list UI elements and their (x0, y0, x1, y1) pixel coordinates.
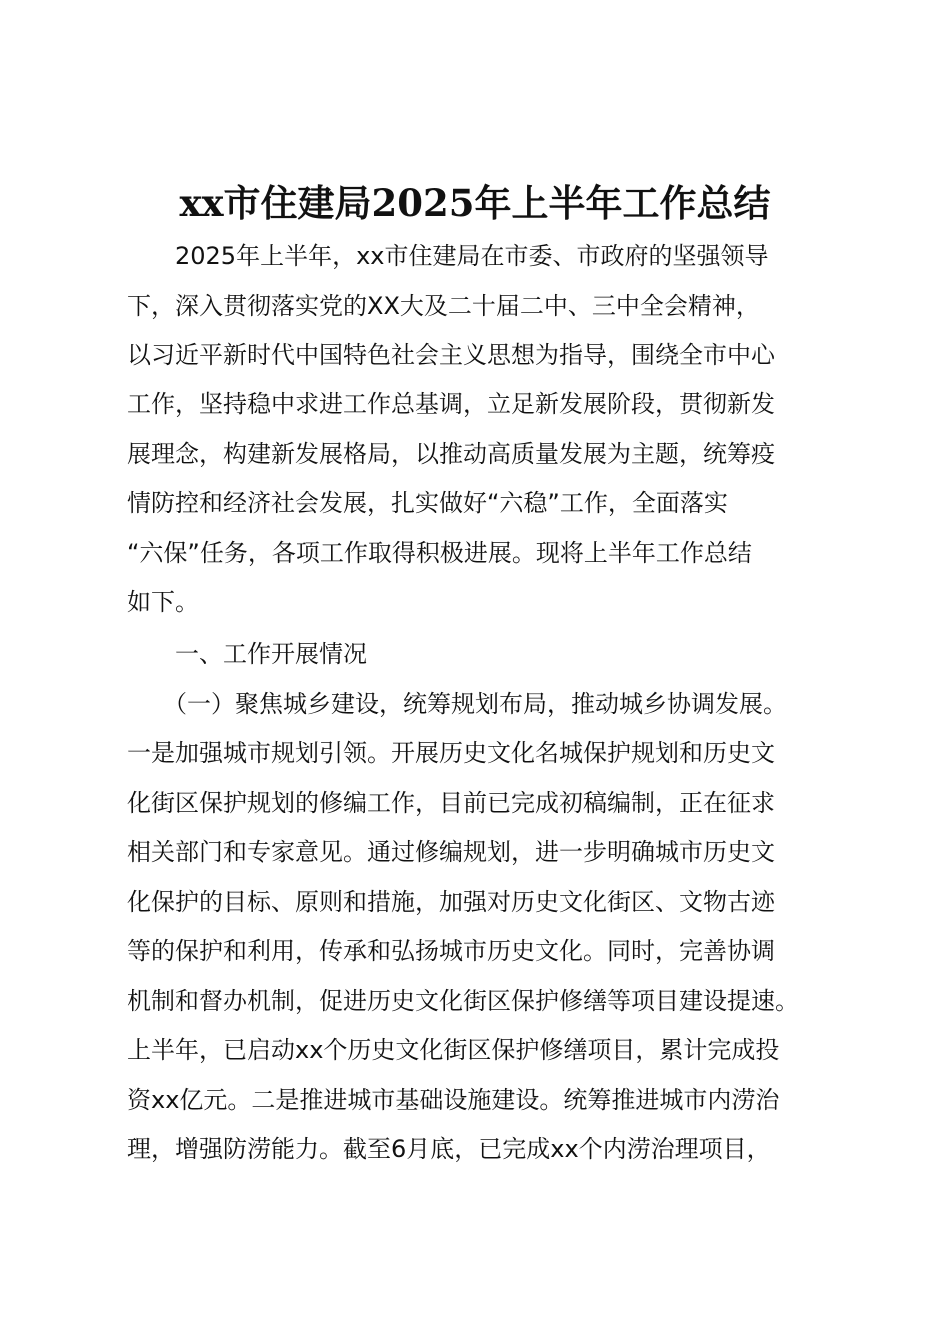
section-heading: 一、工作开展情况 (127, 640, 367, 668)
paragraph-line: “六保”任务，各项工作取得积极进展。现将上半年工作总结 (127, 539, 752, 567)
paragraph-line: 等的保护和利用，传承和弘扬城市历史文化。同时，完善协调 (127, 937, 775, 965)
paragraph-line: 化街区保护规划的修编工作，目前已完成初稿编制，正在征求 (127, 789, 775, 817)
document-title: xx市住建局2025年上半年工作总结 (179, 181, 771, 225)
paragraph-line: 展理念，构建新发展格局，以推动高质量发展为主题，统筹疫 (127, 440, 775, 468)
paragraph-line: 工作，坚持稳中求进工作总基调，立足新发展阶段，贯彻新发 (127, 390, 775, 418)
paragraph-line: 相关部门和专家意见。通过修编规划，进一步明确城市历史文 (127, 838, 775, 866)
paragraph-line: 一是加强城市规划引领。开展历史文化名城保护规划和历史文 (127, 739, 775, 767)
paragraph-line: 机制和督办机制，促进历史文化街区保护修缮等项目建设提速。 (127, 987, 799, 1015)
paragraph-line: 2025年上半年，xx市住建局在市委、市政府的坚强领导 (127, 242, 769, 270)
paragraph-line: 化保护的目标、原则和措施，加强对历史文化街区、文物古迹 (127, 888, 775, 916)
paragraph-line: 下，深入贯彻落实党的XX大及二十届二中、三中全会精神， (127, 292, 760, 320)
subsection-heading: （一）聚焦城乡建设，统筹规划布局，推动城乡协调发展。 (127, 690, 787, 718)
paragraph-line: 如下。 (127, 588, 199, 616)
paragraph-line: 理，增强防涝能力。截至6月底，已完成xx个内涝治理项目， (127, 1135, 771, 1163)
paragraph-line: 上半年，已启动xx个历史文化街区保护修缮项目，累计完成投 (127, 1036, 780, 1064)
paragraph-line: 以习近平新时代中国特色社会主义思想为指导，围绕全市中心 (127, 341, 775, 369)
paragraph-line: 资xx亿元。二是推进城市基础设施建设。统筹推进城市内涝治 (127, 1086, 780, 1114)
paragraph-line: 情防控和经济社会发展，扎实做好“六稳”工作，全面落实 (127, 489, 728, 517)
